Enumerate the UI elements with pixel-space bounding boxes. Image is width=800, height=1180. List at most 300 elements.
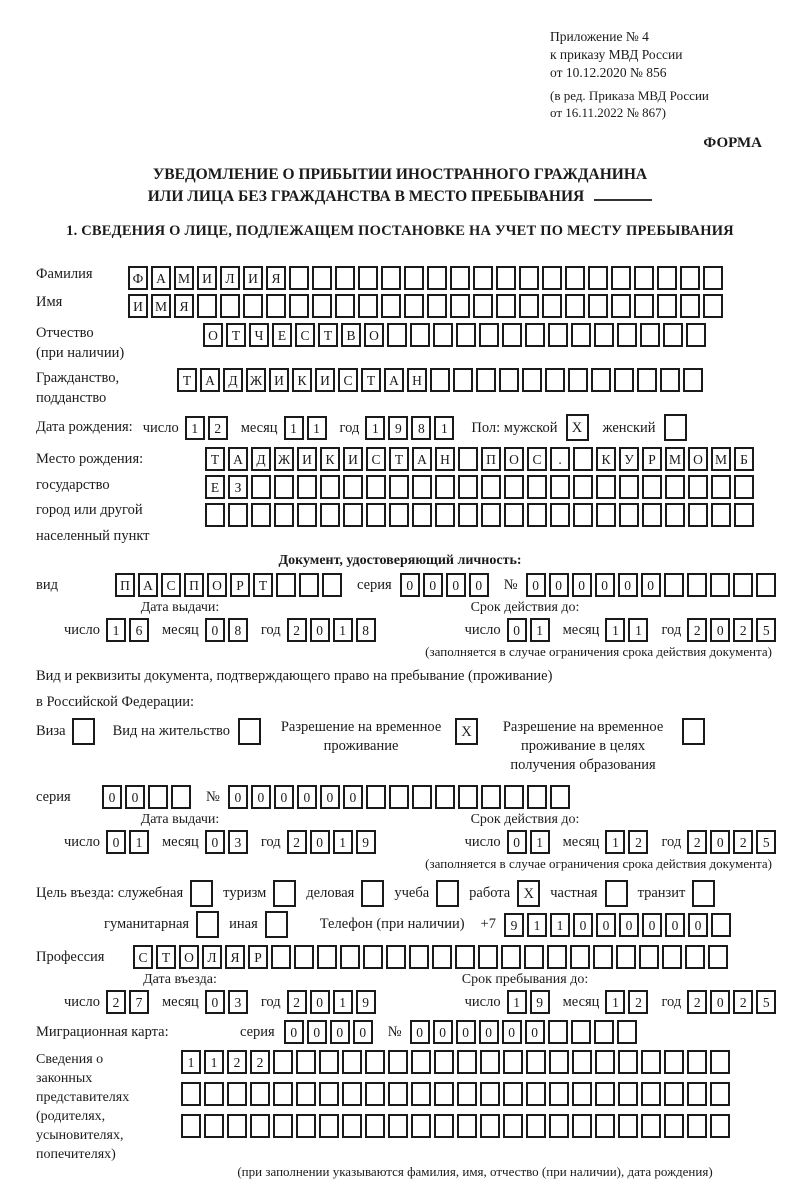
char-cell[interactable] (456, 323, 476, 347)
char-cell[interactable]: Я (174, 294, 194, 318)
char-cell[interactable]: О (203, 323, 223, 347)
char-cell[interactable] (496, 294, 516, 318)
char-cell[interactable] (411, 1082, 431, 1106)
char-cell[interactable] (572, 1114, 592, 1138)
char-cell[interactable]: 0 (665, 913, 685, 937)
char-cell[interactable] (614, 368, 634, 392)
purpose-other-checkbox[interactable] (265, 911, 288, 938)
char-cell[interactable] (458, 503, 478, 527)
char-cell[interactable] (389, 475, 409, 499)
char-cell[interactable] (312, 266, 332, 290)
char-cell[interactable] (550, 503, 570, 527)
char-cell[interactable] (734, 503, 754, 527)
char-cell[interactable] (481, 785, 501, 809)
char-cell[interactable] (228, 503, 248, 527)
char-cell[interactable] (639, 945, 659, 969)
char-cell[interactable] (296, 1082, 316, 1106)
char-cell[interactable] (637, 368, 657, 392)
char-cell[interactable] (476, 368, 496, 392)
char-cell[interactable]: Ф (128, 266, 148, 290)
char-cell[interactable]: О (364, 323, 384, 347)
char-cell[interactable]: Т (156, 945, 176, 969)
char-cell[interactable] (227, 1114, 247, 1138)
char-cell[interactable]: 0 (507, 830, 527, 854)
char-cell[interactable] (297, 503, 317, 527)
char-cell[interactable] (593, 945, 613, 969)
char-cell[interactable] (619, 503, 639, 527)
char-cell[interactable] (687, 573, 707, 597)
char-cell[interactable] (688, 475, 708, 499)
char-cell[interactable] (524, 945, 544, 969)
char-cell[interactable] (611, 266, 631, 290)
char-cell[interactable] (319, 1114, 339, 1138)
char-cell[interactable]: 1 (550, 913, 570, 937)
char-cell[interactable] (381, 266, 401, 290)
char-cell[interactable] (734, 475, 754, 499)
char-cell[interactable] (273, 1114, 293, 1138)
char-cell[interactable] (409, 945, 429, 969)
char-cell[interactable] (322, 573, 342, 597)
char-cell[interactable] (549, 1114, 569, 1138)
char-cell[interactable] (205, 503, 225, 527)
char-cell[interactable]: Р (230, 573, 250, 597)
char-cell[interactable]: 5 (756, 618, 776, 642)
char-cell[interactable] (276, 573, 296, 597)
char-cell[interactable]: 0 (710, 830, 730, 854)
char-cell[interactable] (342, 1082, 362, 1106)
char-cell[interactable] (381, 294, 401, 318)
char-cell[interactable]: В (341, 323, 361, 347)
char-cell[interactable] (570, 945, 590, 969)
char-cell[interactable] (410, 323, 430, 347)
char-cell[interactable]: 8 (228, 618, 248, 642)
char-cell[interactable]: А (412, 447, 432, 471)
purpose-official-checkbox[interactable] (190, 880, 213, 907)
char-cell[interactable] (711, 503, 731, 527)
char-cell[interactable]: 0 (507, 618, 527, 642)
char-cell[interactable] (683, 368, 703, 392)
char-cell[interactable] (686, 323, 706, 347)
char-cell[interactable] (634, 294, 654, 318)
char-cell[interactable]: 0 (102, 785, 122, 809)
char-cell[interactable] (573, 447, 593, 471)
char-cell[interactable]: Т (253, 573, 273, 597)
char-cell[interactable] (458, 447, 478, 471)
char-cell[interactable] (433, 323, 453, 347)
char-cell[interactable]: 0 (502, 1020, 522, 1044)
char-cell[interactable] (594, 1020, 614, 1044)
char-cell[interactable] (389, 503, 409, 527)
char-cell[interactable] (756, 573, 776, 597)
char-cell[interactable]: М (665, 447, 685, 471)
char-cell[interactable]: 0 (228, 785, 248, 809)
char-cell[interactable] (197, 294, 217, 318)
char-cell[interactable] (455, 945, 475, 969)
char-cell[interactable] (473, 294, 493, 318)
purpose-tourism-checkbox[interactable] (273, 880, 296, 907)
char-cell[interactable] (710, 1050, 730, 1074)
char-cell[interactable]: У (619, 447, 639, 471)
char-cell[interactable] (642, 475, 662, 499)
char-cell[interactable] (619, 475, 639, 499)
char-cell[interactable] (504, 503, 524, 527)
char-cell[interactable] (640, 323, 660, 347)
char-cell[interactable] (616, 945, 636, 969)
char-cell[interactable] (457, 1050, 477, 1074)
char-cell[interactable]: П (481, 447, 501, 471)
char-cell[interactable]: 1 (307, 416, 327, 440)
char-cell[interactable]: 0 (433, 1020, 453, 1044)
char-cell[interactable]: 1 (204, 1050, 224, 1074)
char-cell[interactable]: Р (642, 447, 662, 471)
char-cell[interactable] (503, 1082, 523, 1106)
char-cell[interactable]: 0 (596, 913, 616, 937)
char-cell[interactable] (641, 1082, 661, 1106)
char-cell[interactable] (588, 294, 608, 318)
char-cell[interactable] (478, 945, 498, 969)
residence-permit-checkbox[interactable] (238, 718, 261, 745)
char-cell[interactable]: 9 (530, 990, 550, 1014)
char-cell[interactable]: 3 (228, 830, 248, 854)
char-cell[interactable]: 0 (446, 573, 466, 597)
char-cell[interactable] (688, 503, 708, 527)
char-cell[interactable]: А (384, 368, 404, 392)
visa-checkbox[interactable] (72, 718, 95, 745)
char-cell[interactable]: Д (223, 368, 243, 392)
char-cell[interactable]: К (596, 447, 616, 471)
char-cell[interactable] (617, 323, 637, 347)
char-cell[interactable]: 0 (205, 990, 225, 1014)
char-cell[interactable]: 0 (205, 618, 225, 642)
char-cell[interactable] (595, 1082, 615, 1106)
char-cell[interactable]: 1 (530, 618, 550, 642)
char-cell[interactable] (733, 573, 753, 597)
char-cell[interactable] (573, 503, 593, 527)
char-cell[interactable] (547, 945, 567, 969)
char-cell[interactable] (457, 1082, 477, 1106)
char-cell[interactable] (273, 1050, 293, 1074)
char-cell[interactable] (458, 475, 478, 499)
char-cell[interactable]: И (197, 266, 217, 290)
char-cell[interactable] (412, 475, 432, 499)
char-cell[interactable]: И (343, 447, 363, 471)
char-cell[interactable] (680, 294, 700, 318)
char-cell[interactable] (588, 266, 608, 290)
char-cell[interactable] (227, 1082, 247, 1106)
char-cell[interactable] (527, 475, 547, 499)
char-cell[interactable] (565, 294, 585, 318)
char-cell[interactable]: 2 (628, 830, 648, 854)
char-cell[interactable]: Н (435, 447, 455, 471)
char-cell[interactable] (473, 266, 493, 290)
char-cell[interactable] (434, 1050, 454, 1074)
char-cell[interactable] (548, 323, 568, 347)
char-cell[interactable] (435, 785, 455, 809)
char-cell[interactable] (549, 1050, 569, 1074)
char-cell[interactable] (710, 1114, 730, 1138)
char-cell[interactable] (388, 1114, 408, 1138)
char-cell[interactable] (342, 1050, 362, 1074)
char-cell[interactable] (542, 266, 562, 290)
char-cell[interactable] (685, 945, 705, 969)
char-cell[interactable] (525, 323, 545, 347)
char-cell[interactable]: 2 (287, 618, 307, 642)
char-cell[interactable] (657, 266, 677, 290)
char-cell[interactable] (335, 266, 355, 290)
char-cell[interactable] (411, 1050, 431, 1074)
char-cell[interactable] (503, 1050, 523, 1074)
char-cell[interactable] (550, 475, 570, 499)
char-cell[interactable]: 1 (106, 618, 126, 642)
char-cell[interactable]: А (228, 447, 248, 471)
char-cell[interactable]: 7 (129, 990, 149, 1014)
char-cell[interactable]: 1 (434, 416, 454, 440)
char-cell[interactable] (596, 503, 616, 527)
char-cell[interactable]: С (527, 447, 547, 471)
char-cell[interactable]: 1 (605, 830, 625, 854)
char-cell[interactable]: 0 (274, 785, 294, 809)
char-cell[interactable] (595, 1050, 615, 1074)
char-cell[interactable]: 1 (530, 830, 550, 854)
char-cell[interactable] (664, 1082, 684, 1106)
char-cell[interactable]: М (151, 294, 171, 318)
char-cell[interactable] (481, 503, 501, 527)
char-cell[interactable]: 2 (687, 990, 707, 1014)
char-cell[interactable] (496, 266, 516, 290)
char-cell[interactable]: 1 (365, 416, 385, 440)
char-cell[interactable]: 0 (469, 573, 489, 597)
char-cell[interactable] (527, 503, 547, 527)
char-cell[interactable] (171, 785, 191, 809)
char-cell[interactable] (542, 294, 562, 318)
char-cell[interactable]: С (133, 945, 153, 969)
char-cell[interactable] (435, 475, 455, 499)
char-cell[interactable] (204, 1082, 224, 1106)
char-cell[interactable] (386, 945, 406, 969)
char-cell[interactable] (366, 475, 386, 499)
char-cell[interactable] (404, 266, 424, 290)
char-cell[interactable]: 8 (411, 416, 431, 440)
char-cell[interactable] (710, 1082, 730, 1106)
purpose-private-checkbox[interactable] (605, 880, 628, 907)
char-cell[interactable]: М (711, 447, 731, 471)
char-cell[interactable]: . (550, 447, 570, 471)
char-cell[interactable]: А (200, 368, 220, 392)
char-cell[interactable] (181, 1082, 201, 1106)
char-cell[interactable]: 3 (228, 990, 248, 1014)
char-cell[interactable]: 0 (106, 830, 126, 854)
purpose-humanitarian-checkbox[interactable] (196, 911, 219, 938)
char-cell[interactable]: П (184, 573, 204, 597)
char-cell[interactable] (220, 294, 240, 318)
char-cell[interactable]: 0 (343, 785, 363, 809)
char-cell[interactable]: К (292, 368, 312, 392)
char-cell[interactable]: Т (177, 368, 197, 392)
char-cell[interactable]: С (161, 573, 181, 597)
char-cell[interactable]: 6 (129, 618, 149, 642)
char-cell[interactable] (568, 368, 588, 392)
char-cell[interactable]: 2 (250, 1050, 270, 1074)
char-cell[interactable]: Т (205, 447, 225, 471)
char-cell[interactable]: 0 (525, 1020, 545, 1044)
char-cell[interactable]: 0 (710, 618, 730, 642)
char-cell[interactable]: 9 (504, 913, 524, 937)
char-cell[interactable] (504, 785, 524, 809)
char-cell[interactable]: З (228, 475, 248, 499)
char-cell[interactable] (527, 785, 547, 809)
char-cell[interactable]: 1 (185, 416, 205, 440)
char-cell[interactable]: Л (202, 945, 222, 969)
char-cell[interactable] (680, 266, 700, 290)
char-cell[interactable]: 9 (356, 830, 376, 854)
char-cell[interactable]: Т (361, 368, 381, 392)
char-cell[interactable] (271, 945, 291, 969)
char-cell[interactable] (687, 1082, 707, 1106)
char-cell[interactable]: М (174, 266, 194, 290)
char-cell[interactable] (294, 945, 314, 969)
char-cell[interactable]: Б (734, 447, 754, 471)
char-cell[interactable] (571, 323, 591, 347)
char-cell[interactable]: 8 (356, 618, 376, 642)
char-cell[interactable]: 1 (181, 1050, 201, 1074)
char-cell[interactable] (312, 294, 332, 318)
char-cell[interactable]: 0 (549, 573, 569, 597)
sex-male-checkbox[interactable]: X (566, 414, 589, 441)
char-cell[interactable] (427, 266, 447, 290)
temp-residence-checkbox[interactable]: X (455, 718, 478, 745)
char-cell[interactable] (596, 475, 616, 499)
char-cell[interactable]: 0 (410, 1020, 430, 1044)
char-cell[interactable]: О (504, 447, 524, 471)
char-cell[interactable]: 0 (573, 913, 593, 937)
char-cell[interactable] (711, 913, 731, 937)
char-cell[interactable] (641, 1114, 661, 1138)
char-cell[interactable] (388, 1050, 408, 1074)
char-cell[interactable] (503, 1114, 523, 1138)
purpose-transit-checkbox[interactable] (692, 880, 715, 907)
purpose-work-checkbox[interactable]: X (517, 880, 540, 907)
char-cell[interactable]: 0 (642, 913, 662, 937)
char-cell[interactable] (251, 503, 271, 527)
char-cell[interactable]: Д (251, 447, 271, 471)
char-cell[interactable] (571, 1020, 591, 1044)
char-cell[interactable] (664, 1050, 684, 1074)
char-cell[interactable] (618, 1050, 638, 1074)
purpose-study-checkbox[interactable] (436, 880, 459, 907)
char-cell[interactable]: 9 (356, 990, 376, 1014)
char-cell[interactable]: 2 (687, 618, 707, 642)
char-cell[interactable] (499, 368, 519, 392)
char-cell[interactable] (411, 1114, 431, 1138)
char-cell[interactable] (453, 368, 473, 392)
char-cell[interactable] (480, 1114, 500, 1138)
char-cell[interactable]: 0 (320, 785, 340, 809)
char-cell[interactable] (412, 785, 432, 809)
char-cell[interactable] (687, 1114, 707, 1138)
char-cell[interactable]: Р (248, 945, 268, 969)
char-cell[interactable]: 2 (106, 990, 126, 1014)
char-cell[interactable] (319, 1050, 339, 1074)
char-cell[interactable] (266, 294, 286, 318)
char-cell[interactable] (296, 1114, 316, 1138)
char-cell[interactable] (526, 1050, 546, 1074)
char-cell[interactable] (358, 294, 378, 318)
char-cell[interactable]: 0 (400, 573, 420, 597)
char-cell[interactable]: Т (318, 323, 338, 347)
char-cell[interactable] (363, 945, 383, 969)
char-cell[interactable] (665, 503, 685, 527)
char-cell[interactable]: 1 (333, 990, 353, 1014)
char-cell[interactable] (548, 1020, 568, 1044)
char-cell[interactable] (340, 945, 360, 969)
char-cell[interactable] (617, 1020, 637, 1044)
char-cell[interactable]: 0 (284, 1020, 304, 1044)
char-cell[interactable]: 1 (605, 990, 625, 1014)
char-cell[interactable]: 0 (330, 1020, 350, 1044)
char-cell[interactable] (481, 475, 501, 499)
char-cell[interactable]: 2 (687, 830, 707, 854)
char-cell[interactable] (366, 503, 386, 527)
char-cell[interactable] (663, 323, 683, 347)
char-cell[interactable]: Ч (249, 323, 269, 347)
char-cell[interactable]: 1 (507, 990, 527, 1014)
char-cell[interactable] (519, 294, 539, 318)
char-cell[interactable] (526, 1114, 546, 1138)
char-cell[interactable]: О (207, 573, 227, 597)
char-cell[interactable]: 0 (688, 913, 708, 937)
sex-female-checkbox[interactable] (664, 414, 687, 441)
char-cell[interactable]: 0 (205, 830, 225, 854)
char-cell[interactable] (480, 1050, 500, 1074)
char-cell[interactable]: 1 (284, 416, 304, 440)
char-cell[interactable]: 0 (479, 1020, 499, 1044)
char-cell[interactable] (430, 368, 450, 392)
char-cell[interactable] (634, 266, 654, 290)
char-cell[interactable]: 2 (733, 618, 753, 642)
char-cell[interactable]: П (115, 573, 135, 597)
char-cell[interactable]: О (179, 945, 199, 969)
char-cell[interactable] (687, 1050, 707, 1074)
char-cell[interactable]: 2 (733, 830, 753, 854)
char-cell[interactable] (565, 266, 585, 290)
char-cell[interactable]: 2 (208, 416, 228, 440)
char-cell[interactable]: 1 (628, 618, 648, 642)
char-cell[interactable] (450, 294, 470, 318)
char-cell[interactable]: 0 (125, 785, 145, 809)
char-cell[interactable] (595, 1114, 615, 1138)
char-cell[interactable] (273, 1082, 293, 1106)
char-cell[interactable]: 1 (129, 830, 149, 854)
char-cell[interactable] (594, 323, 614, 347)
char-cell[interactable] (243, 294, 263, 318)
char-cell[interactable] (365, 1082, 385, 1106)
char-cell[interactable]: 2 (287, 830, 307, 854)
char-cell[interactable] (435, 503, 455, 527)
char-cell[interactable] (618, 1114, 638, 1138)
char-cell[interactable]: 5 (756, 990, 776, 1014)
char-cell[interactable] (250, 1114, 270, 1138)
char-cell[interactable] (148, 785, 168, 809)
char-cell[interactable] (572, 1050, 592, 1074)
char-cell[interactable] (501, 945, 521, 969)
char-cell[interactable] (458, 785, 478, 809)
char-cell[interactable]: 0 (310, 618, 330, 642)
char-cell[interactable] (708, 945, 728, 969)
char-cell[interactable]: 0 (251, 785, 271, 809)
char-cell[interactable] (526, 1082, 546, 1106)
char-cell[interactable] (317, 945, 337, 969)
char-cell[interactable] (479, 323, 499, 347)
